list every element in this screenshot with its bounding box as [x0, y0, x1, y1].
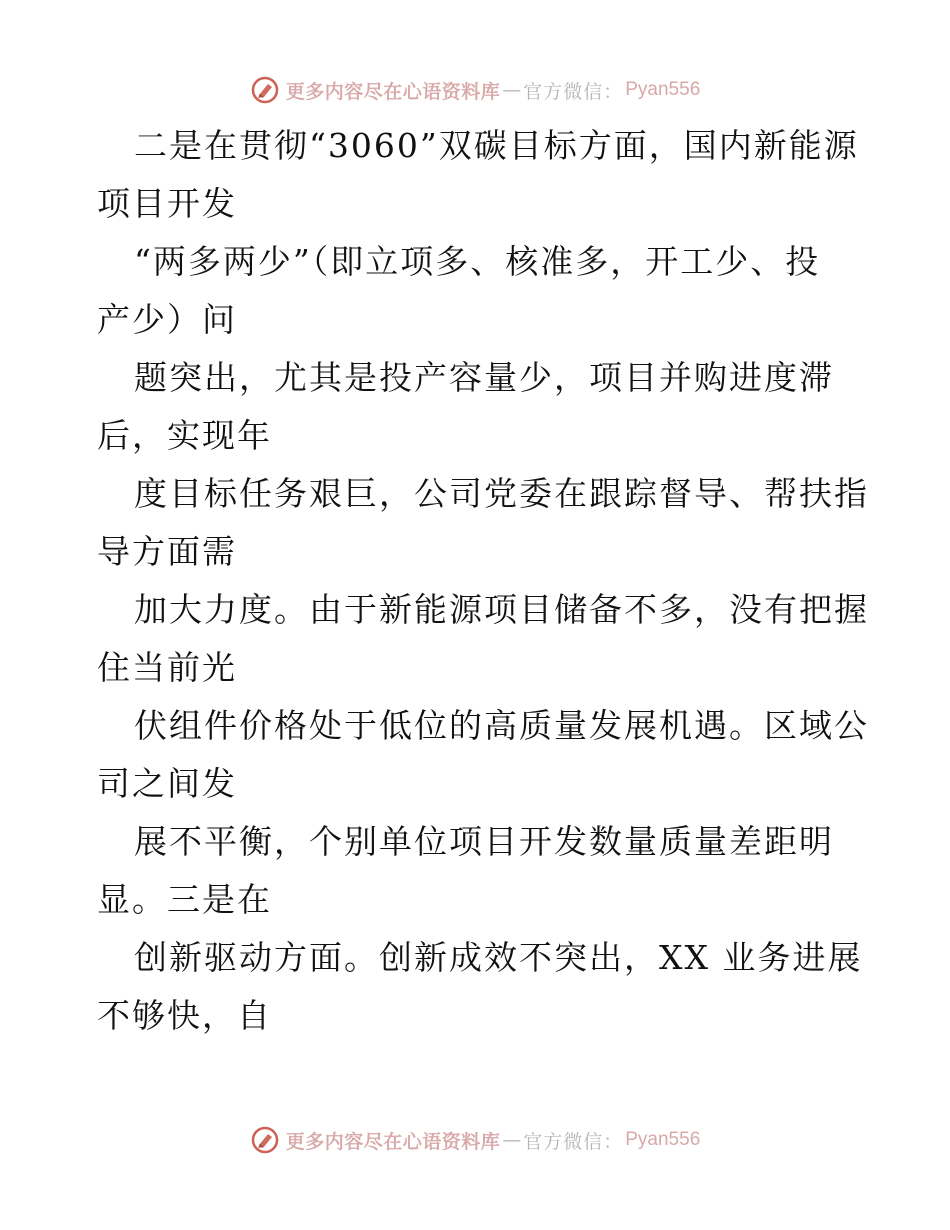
brand-logo-icon: [250, 1125, 280, 1155]
header-watermark-banner: [0, 70, 950, 110]
body-line: 创新驱动方面。创新成效不突出，XX 业务进展: [134, 938, 863, 977]
document-body: [97, 117, 869, 1045]
body-line: 显。三是在: [97, 880, 272, 919]
wechat-label: 官方微信：: [523, 1130, 624, 1153]
body-line: 住当前光: [97, 648, 237, 687]
brand-text: 更多内容尽在心语资料库: [285, 1130, 501, 1153]
body-line: 加大力度。由于新能源项目储备不多，没有把握: [134, 590, 869, 629]
brand-text: 更多内容尽在心语资料库: [285, 80, 501, 103]
banner-dash: —: [502, 1129, 522, 1151]
body-line: 题突出，尤其是投产容量少，项目并购进度滞: [134, 358, 834, 397]
body-line: 后，实现年: [97, 416, 272, 455]
wechat-label: 官方微信：: [523, 80, 624, 103]
body-line: 二是在贯彻“3060”双碳目标方面，国内新能源: [134, 126, 859, 165]
wechat-id: Pyan556: [625, 79, 701, 100]
body-line: 不够快，自: [97, 996, 272, 1035]
brand-logo-icon: [250, 75, 280, 105]
wechat-id: Pyan556: [625, 1129, 701, 1150]
body-line: 产少）问: [97, 300, 237, 339]
body-line: 司之间发: [97, 764, 237, 803]
body-line: 展不平衡，个别单位项目开发数量质量差距明: [134, 822, 834, 861]
body-line: 度目标任务艰巨，公司党委在跟踪督导、帮扶指: [134, 474, 869, 513]
banner-dash: —: [502, 79, 522, 101]
footer-watermark-banner: [0, 1120, 950, 1160]
body-line: “两多两少”（即立项多、核准多，开工少、投: [134, 242, 821, 281]
body-line: 伏组件价格处于低位的高质量发展机遇。区域公: [134, 706, 869, 745]
body-line: 项目开发: [97, 184, 237, 223]
body-line: 导方面需: [97, 532, 237, 571]
